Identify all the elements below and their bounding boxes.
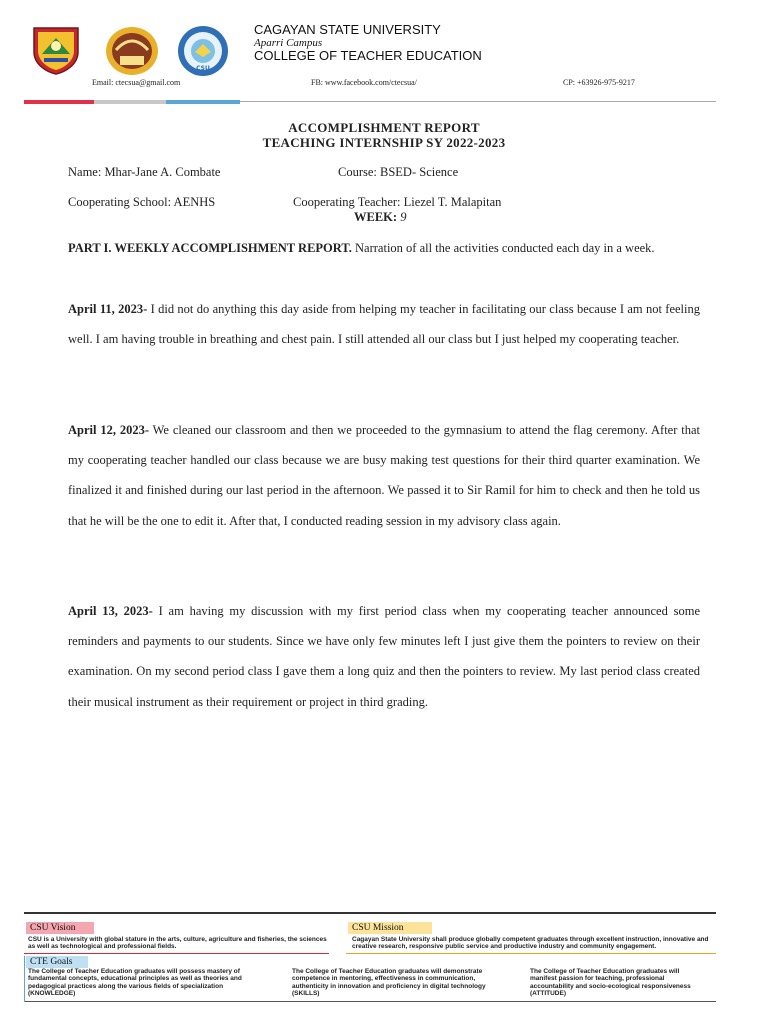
university-shield-logo [30,24,82,76]
entry-text: We cleaned our classroom and then we proceeded to the gymnasium to attend the flag ceremony. After that my cooperating teacher handled our class because we are busy making test questions for their third quarter examination. We finalized it and finished during our last period in the afternoon. We passed it to Sir Ramil for him to check and then he told us that he will be the one to edit it. After that, I conducted reading session in my advisory class again. [68,423,700,528]
header-color-bar-red [24,100,94,104]
entry-date: April 13, 2023- [68,604,153,618]
part-one-heading [68,240,700,256]
week-label: WEEK: [354,210,398,224]
cooperating-teacher: Cooperating Teacher: Liezel T. Malapitan [293,195,502,209]
goal-knowledge: The College of Teacher Education graduates will possess mastery of fundamental concepts, educational principles as well as theories and pedagogical practices along the various fields of specialization (KNOWLEDGE) [28,968,242,998]
aparri-campus-logo [104,24,160,76]
mission-underline [346,953,716,954]
mission-title: CSU Mission [348,922,432,934]
goal-attitude: The College of Teacher Education graduates will manifest passion for teaching, professional accountability and socio-ecological responsiveness (ATTITUDE) [530,968,691,998]
seal-text: CSU [196,65,210,72]
cooperating-school: Cooperating School: AENHS [68,195,216,209]
footer-bottom-rule [24,1001,716,1002]
week-line [354,210,406,225]
entry-text: I am having my discussion with my first period class when my cooperating teacher announced some reminders and payments to our students. Since we have only few minutes left I just give them the pointers to review on their examination. On my second period class I gave them a long quiz and then the pointers to review. My last period class created their musical instrument as their requirement or project in third grading. [68,604,700,709]
week-value: 9 [400,210,407,224]
vision-title: CSU Vision [26,922,94,934]
entry-paragraph [68,415,700,536]
entry-text: I did not do anything this day aside from helping my teacher in facilitating our class because I am not feeling well. I am having trouble in breathing and chest pain. I still attended all our class but I just helped my cooperating teacher. [68,302,700,347]
contact-facebook: FB: www.facebook.com/ctecsua/ [311,78,417,87]
vision-underline [24,953,329,954]
report-title: ACCOMPLISHMENT REPORT [288,120,480,135]
student-course: Course: BSED- Science [338,165,459,179]
entry-date: April 12, 2023- [68,423,149,437]
header-color-bar-gray [94,100,166,104]
contact-email: Email: ctecsua@gmail.com [92,78,181,87]
university-heading [254,23,482,63]
goals-title: CTE Goals [26,956,88,968]
contact-phone: CP: +63926-975-9217 [563,78,635,87]
campus-name: Aparri Campus [254,37,323,49]
mission-text: Cagayan State University shall produce globally competent graduates through excellent instruction, innovative and creative research, responsive public service and productive industry and community engagement. [352,936,709,951]
part-title: PART I. WEEKLY ACCOMPLISHMENT REPORT. [68,241,352,255]
part-description: Narration of all the activities conducted each day in a week. [351,241,655,255]
college-name: COLLEGE OF TEACHER EDUCATION [254,48,482,63]
header-rule [240,101,716,102]
university-name: CAGAYAN STATE UNIVERSITY [254,22,441,37]
goals-border [24,956,25,1002]
goal-skills: The College of Teacher Education graduates will demonstrate competence in mentoring, effectiveness in communication, authenticity in innovation and proficiency in digital technology (SKILLS) [292,968,486,998]
student-name: Name: Mhar-Jane A. Combate [68,165,221,179]
cte-seal-logo [176,24,230,76]
header-color-bar-blue [166,100,240,104]
report-subtitle: TEACHING INTERNSHIP SY 2022-2023 [262,135,506,150]
entry-paragraph [68,596,700,717]
footer-top-rule [24,912,716,914]
vision-text: CSU is a University with global stature in the arts, culture, agriculture and fisheries, the sciences as well as technological and professional fields. [28,936,327,951]
entry-paragraph [68,294,700,354]
entry-date: April 11, 2023- [68,302,148,316]
